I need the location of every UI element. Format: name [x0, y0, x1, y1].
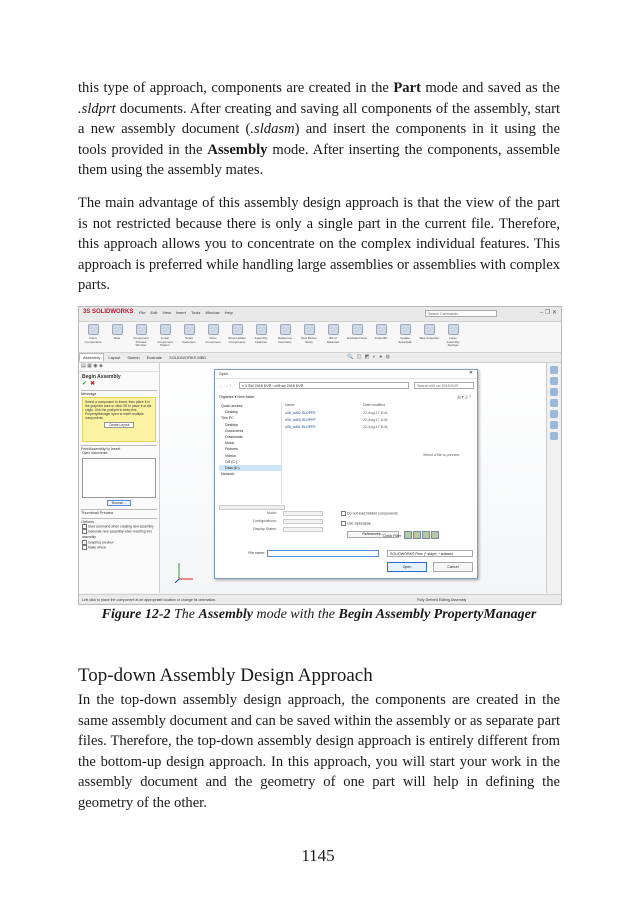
options-header: Options — [81, 518, 157, 524]
task-pane — [546, 363, 561, 593]
command-tab[interactable]: Evaluate — [146, 355, 163, 360]
begin-assembly-propertymanager — [79, 363, 160, 593]
menu-item[interactable]: File — [139, 310, 146, 315]
file-date: 22-Aug-17 8:41 — [363, 418, 388, 422]
nav-item[interactable]: Downloads — [225, 435, 243, 440]
figure-caption: Figure 12-2 The Assembly mode with the Begin Assembly PropertyManager — [101, 607, 537, 622]
message-header: Message — [81, 390, 157, 396]
open-options — [245, 510, 475, 550]
nav-item[interactable]: This PC — [221, 416, 234, 421]
ribbon-tool-icon — [232, 324, 243, 335]
search-commands-input[interactable]: Search Commands — [425, 310, 497, 317]
solidworks-logo: 3S SOLIDWORKS — [83, 309, 134, 315]
nav-item[interactable]: Quick access — [221, 404, 243, 408]
option-generate-new[interactable]: Generate new assembly when inserting into assembly — [82, 529, 152, 539]
task-pane-library-icon[interactable] — [550, 388, 558, 396]
col-name[interactable]: Name — [285, 403, 295, 407]
ribbon-button[interactable] — [155, 324, 175, 348]
paragraph-advantage: The main advantage of this assembly design approach is that the view of the part is not restricted because there is only a single part in the current file. Therefore, this approach allows you to concentrate on the complex individual features. This approach is preferred while handling large assemblies or assemblies with complex parts. — [78, 195, 560, 294]
nav-item[interactable]: Data (D:) — [219, 465, 281, 471]
ribbon-button[interactable] — [275, 324, 295, 344]
feature-manager-tabs[interactable]: ▤ ▦ ◉ ◈ — [79, 363, 159, 372]
create-layout-button[interactable]: Create Layout — [104, 422, 134, 428]
task-pane-custom-icon[interactable] — [550, 432, 558, 440]
menu-item[interactable]: View — [162, 310, 171, 315]
nav-item[interactable]: Network — [221, 472, 235, 477]
ribbon-label: Large Assembly Settings — [446, 336, 460, 347]
configurations-select[interactable] — [283, 519, 323, 524]
paragraph-top-down: In the top-down assembly design approach, the components are created in the same assembly document and can be saved within the assembly or as separate part files. Therefore, the top-down assembly design approach is entirely different from the bottom-up design approach. In this approach, you will start your work in the assembly document and the geometry of one part will help in defining the geometry of the other. — [78, 692, 560, 811]
file-name: c05_tut03.SLDPRT — [285, 418, 316, 422]
solidworks-screenshot — [78, 306, 562, 605]
file-list-header — [285, 403, 473, 409]
command-tab[interactable]: Layout — [108, 355, 121, 360]
nav-item[interactable]: Documents — [225, 428, 244, 433]
ribbon-button[interactable] — [323, 324, 343, 344]
task-pane-resources-icon[interactable] — [550, 377, 558, 385]
ribbon-button[interactable] — [83, 324, 103, 344]
ribbon-label: Smart Fasteners — [182, 336, 196, 344]
ribbon-tool-icon — [448, 324, 459, 335]
coordinate-triad-icon — [175, 561, 197, 583]
menu-item[interactable]: Edit — [150, 310, 158, 315]
organize-menu[interactable]: Organize ▾ New folder — [219, 395, 255, 399]
ribbon-tool-icon — [136, 324, 147, 335]
ribbon-label: Assembly Features — [254, 336, 268, 344]
ribbon-tool-icon — [256, 324, 267, 335]
open-documents-label: Open documents: — [82, 451, 109, 455]
quick-filter-icons — [403, 531, 439, 540]
ribbon-label: Component Preview Window — [133, 336, 149, 347]
ribbon-label: Exploded View — [347, 336, 367, 340]
ribbon-tool-icon — [160, 324, 171, 335]
file-row[interactable] — [285, 425, 473, 431]
file-row[interactable] — [285, 411, 473, 417]
menu-item[interactable]: Insert — [175, 310, 186, 315]
ribbon-label: New Motion Study — [301, 336, 317, 344]
title-bar — [79, 307, 561, 322]
task-pane-explorer-icon[interactable] — [550, 399, 558, 407]
file-name: c05_tut02.SLDPRT — [285, 411, 316, 415]
nav-item[interactable]: Desktop — [225, 422, 239, 427]
message-text: Select a component to insert, then place it in the graphics area or click OK to place it at the origin. Use the pushpin to keep this PropertyManager open to insert multiple components. — [85, 400, 152, 420]
section-heading: Top-down Assembly Design Approach — [78, 665, 373, 686]
ribbon-button[interactable] — [179, 324, 199, 344]
command-tab[interactable]: Assembly — [79, 353, 104, 361]
ribbon-button[interactable] — [227, 324, 247, 344]
file-date: 22-Aug-17 8:41 — [363, 425, 388, 429]
nav-item[interactable]: Desktop — [225, 410, 239, 415]
col-date[interactable]: Date modified — [363, 403, 386, 407]
file-list — [285, 403, 473, 503]
browse-button[interactable]: Browse... — [107, 500, 131, 506]
thumbnail-preview-header[interactable]: Thumbnail Preview — [81, 509, 157, 515]
ribbon-button[interactable] — [131, 324, 151, 348]
ribbon-button[interactable] — [419, 324, 439, 341]
ribbon-button[interactable] — [395, 324, 415, 344]
ribbon-label: Reference Geometry — [278, 336, 292, 344]
ribbon-button[interactable] — [203, 324, 223, 344]
nav-item[interactable]: Videos — [225, 453, 236, 458]
display-states-label: Display States: — [253, 527, 277, 531]
ribbon-button[interactable] — [299, 324, 319, 344]
filter-assemblies-icon[interactable] — [413, 531, 421, 539]
command-tab[interactable]: SOLIDWORKS MBD — [169, 355, 207, 360]
task-pane-appearance-icon[interactable] — [550, 421, 558, 429]
filter-parts-icon[interactable] — [404, 531, 412, 539]
file-name-label: File name: — [248, 551, 265, 555]
ribbon-label: Instant3D — [374, 336, 388, 340]
ribbon-tool-icon — [280, 324, 291, 335]
file-name: c05_tut01.SLDPRT — [285, 425, 316, 429]
quick-filter-label: Quick Filter: — [383, 534, 403, 538]
ribbon-button[interactable] — [107, 324, 127, 341]
command-tabs — [79, 353, 561, 363]
option-graphics-preview[interactable]: Graphics preview — [79, 540, 159, 545]
ribbon-button[interactable] — [347, 324, 367, 341]
ribbon-tool-icon — [400, 324, 411, 335]
menu-item[interactable]: Tools — [190, 310, 201, 315]
status-bar — [79, 594, 561, 605]
file-date: 22-Aug-17 8:41 — [363, 411, 388, 415]
part-to-insert-header: Part/Assembly to Insert — [81, 445, 157, 451]
close-icon[interactable]: ✕ — [468, 370, 473, 376]
ribbon-label: Move Component — [205, 336, 221, 344]
back-forward-icon[interactable]: ← → ↑ — [219, 383, 232, 388]
use-speedpak-checkbox[interactable]: Use Speedpak — [341, 521, 371, 526]
file-name-input[interactable] — [267, 550, 379, 557]
mode-label: Mode: — [267, 511, 277, 515]
ribbon-tool-icon — [112, 324, 123, 335]
open-button[interactable]: Open — [387, 562, 427, 572]
navigation-pane — [219, 403, 282, 503]
ribbon-tool-icon — [208, 324, 219, 335]
command-tab[interactable]: Sketch — [127, 355, 140, 360]
status-state: Fully Defined Editing Assembly — [417, 598, 467, 602]
ribbon-button[interactable] — [371, 324, 391, 341]
ribbon-tool-icon — [328, 324, 339, 335]
do-not-load-hidden-checkbox[interactable]: Do not load hidden components — [341, 511, 398, 516]
ribbon-button[interactable] — [443, 324, 463, 348]
menu-item[interactable]: Help — [224, 310, 233, 315]
task-pane-palette-icon[interactable] — [550, 410, 558, 418]
window-controls[interactable]: – ❐ ✕ — [539, 310, 557, 316]
menu-bar — [139, 310, 238, 315]
ribbon-tool-icon — [376, 324, 387, 335]
mode-select[interactable] — [283, 511, 323, 516]
organize-bar — [219, 394, 473, 401]
dialog-title: Open — [215, 370, 477, 379]
task-pane-home-icon[interactable] — [550, 366, 558, 374]
ribbon-tool-icon — [88, 324, 99, 335]
ribbon-label: Bill of Materials — [326, 336, 340, 344]
message-box — [82, 397, 156, 442]
nav-item[interactable]: Music — [225, 441, 235, 446]
ribbon-tool-icon — [304, 324, 315, 335]
ribbon-label: Update Speedpak — [398, 336, 412, 344]
display-states-select[interactable] — [283, 527, 323, 532]
cancel-icon[interactable]: ✖ — [90, 381, 96, 387]
address-bar — [219, 382, 474, 390]
ribbon-button[interactable] — [251, 324, 271, 344]
status-message: Left click to place the component at an appropriate location or change its orientation. — [82, 598, 217, 602]
file-row[interactable] — [285, 418, 473, 424]
ribbon-label: Take Snapshot — [419, 336, 439, 340]
view-toolbar[interactable]: 🔍 ◫ ◩ ◐ ● ◍ — [347, 354, 392, 360]
cancel-button[interactable]: Cancel — [433, 562, 473, 572]
configurations-label: Configurations: — [252, 519, 277, 523]
references-button[interactable]: References... — [347, 531, 399, 538]
pm-title: Begin Assembly — [82, 374, 121, 380]
path-field[interactable]: « 3 SW 2018 DVR › c05 sw 2018 DVR — [239, 382, 409, 389]
file-type-select[interactable]: SOLIDWORKS Files (*.sldprt; *.sldasm) — [387, 550, 473, 557]
ribbon-label: Insert Components — [84, 336, 102, 344]
preview-note: Select a file to preview. — [423, 453, 460, 457]
paragraph-intro: this type of approach, components are created in the Part mode and saved as the .sldprt documents. After creating and saving all components of the assembly, start a new assembly document (.sldasm) and insert the components in it using the tools provided in the Assembly mode. After inserting the components, assemble them using the assembly mates. — [78, 80, 561, 179]
ribbon-tool-icon — [184, 324, 195, 335]
nav-item[interactable]: OS (C:) — [225, 459, 238, 464]
command-manager-ribbon — [79, 322, 561, 353]
pm-ok-cancel — [79, 380, 159, 387]
ribbon-label: Show Hidden Components — [228, 336, 246, 344]
filter-top-level-icon[interactable] — [431, 531, 439, 539]
option-start-command[interactable]: Start command when creating new assembly — [79, 524, 159, 529]
option-make-virtual[interactable]: Make virtual — [79, 545, 159, 550]
ok-icon[interactable]: ✔ — [82, 381, 88, 387]
ribbon-tool-icon — [352, 324, 363, 335]
folder-search-input[interactable]: Search c05 sw 2018 DVR — [414, 382, 474, 389]
ribbon-tool-icon — [424, 324, 435, 335]
page-number: 1145 — [301, 846, 335, 865]
view-options-icon[interactable]: ▤ ▾ ◫ ? — [457, 395, 471, 399]
ribbon-label: Mate — [113, 336, 121, 340]
menu-item[interactable]: Window — [205, 310, 220, 315]
nav-item[interactable]: Pictures — [225, 447, 238, 452]
open-documents-list[interactable] — [82, 458, 156, 498]
ribbon-label: Linear Component Pattern — [157, 336, 173, 347]
open-dialog — [214, 369, 478, 579]
filter-drawings-icon[interactable] — [422, 531, 430, 539]
